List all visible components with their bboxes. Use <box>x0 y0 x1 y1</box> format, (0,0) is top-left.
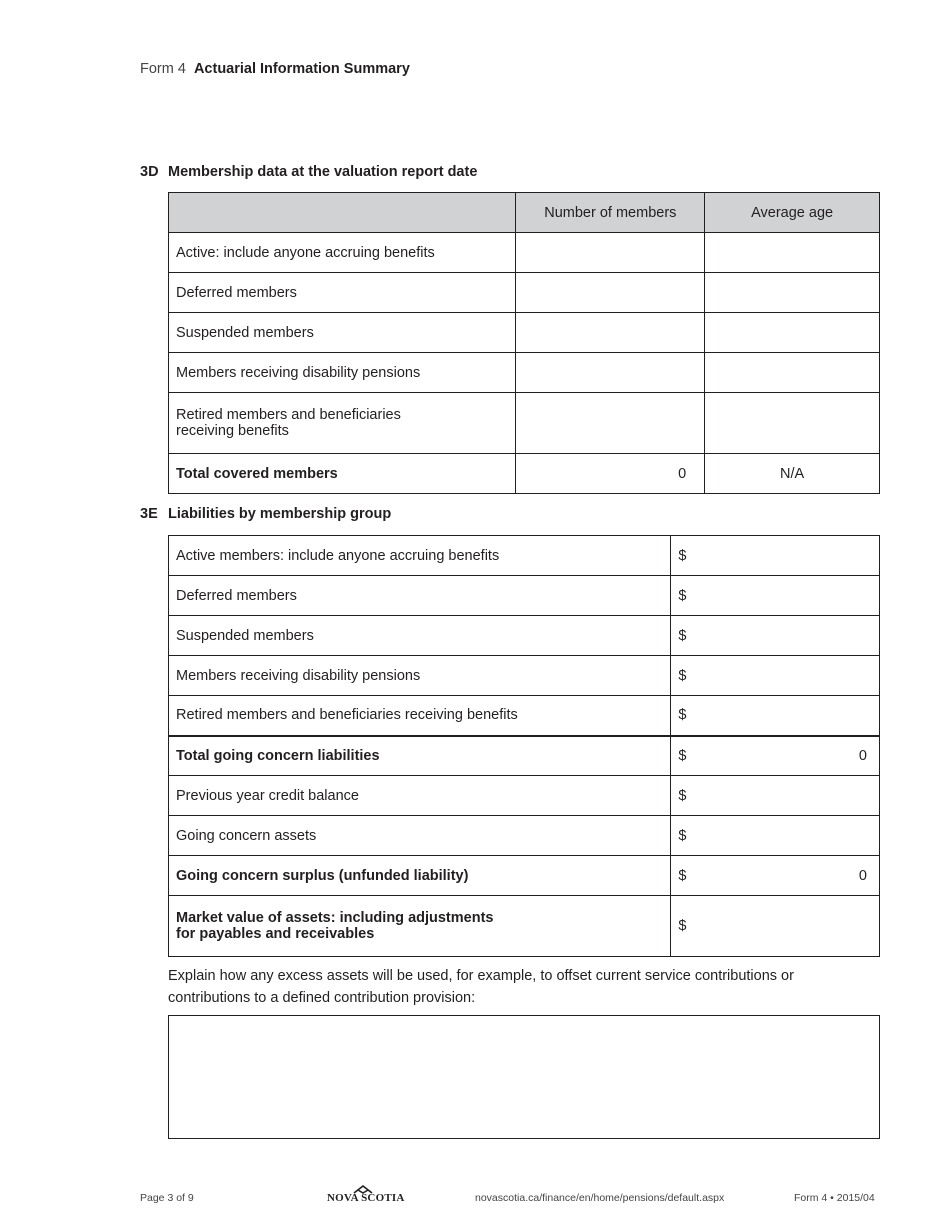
row-label: Active: include anyone accruing benefits <box>169 233 516 273</box>
deferred-liability-field[interactable] <box>671 576 880 616</box>
section-3e-number: 3E <box>140 506 158 522</box>
market-value-field[interactable] <box>671 896 880 957</box>
nova-scotia-logo <box>325 1184 407 1206</box>
row-label: Previous year credit balance <box>169 776 671 816</box>
row-label <box>169 896 671 957</box>
row-label <box>169 393 516 454</box>
going-concern-assets-field[interactable] <box>671 816 880 856</box>
table-row <box>169 776 880 816</box>
footer-url: novascotia.ca/finance/en/home/pensions/default.aspx <box>475 1192 725 1204</box>
suspended-members-age-field[interactable] <box>705 313 880 353</box>
market-value-row <box>169 896 880 957</box>
table-row <box>169 353 880 393</box>
excess-assets-prompt: Explain how any excess assets will be used, for example, to offset current service contributions or contributions to a defined contribution provision: <box>168 968 794 1006</box>
retired-members-age-field[interactable] <box>705 393 880 454</box>
table-row <box>169 576 880 616</box>
table-row <box>169 313 880 353</box>
table-row <box>169 656 880 696</box>
retired-members-count-field[interactable] <box>516 393 705 454</box>
active-members-age-field[interactable] <box>705 233 880 273</box>
column-header-label <box>169 193 516 233</box>
amount-value: 0 <box>858 867 867 884</box>
row-label: Members receiving disability pensions <box>169 656 671 696</box>
row-label: Going concern surplus (unfunded liability) <box>169 856 671 896</box>
section-3d-heading <box>140 164 477 180</box>
row-label: Active members: include anyone accruing benefits <box>169 536 671 576</box>
form-reference: Form 4 • 2015/04 <box>794 1192 875 1204</box>
column-header-age: Average age <box>705 193 880 233</box>
table-header-row <box>169 193 880 233</box>
total-row <box>169 454 880 494</box>
page-number: Page 3 of 9 <box>140 1192 194 1204</box>
row-label: Suspended members <box>169 616 671 656</box>
disability-members-count-field[interactable] <box>516 353 705 393</box>
active-members-count-field[interactable] <box>516 233 705 273</box>
section-3d-number: 3D <box>140 164 159 180</box>
section-3e-heading <box>140 506 391 522</box>
suspended-liability-field[interactable] <box>671 616 880 656</box>
table-row <box>169 233 880 273</box>
surplus-value <box>671 856 880 896</box>
total-members-count: 0 <box>516 454 705 494</box>
currency-symbol: $ <box>678 667 687 684</box>
form-title: Actuarial Information Summary <box>193 61 410 77</box>
table-row <box>169 816 880 856</box>
row-label: Deferred members <box>169 273 516 313</box>
table-row <box>169 616 880 656</box>
currency-symbol: $ <box>678 587 687 604</box>
disability-members-age-field[interactable] <box>705 353 880 393</box>
row-label-line-2: receiving benefits <box>176 423 289 439</box>
currency-symbol: $ <box>678 627 687 644</box>
table-row <box>169 273 880 313</box>
currency-symbol: $ <box>678 547 687 564</box>
total-liabilities-row <box>169 736 880 776</box>
disability-liability-field[interactable] <box>671 656 880 696</box>
column-header-members: Number of members <box>516 193 705 233</box>
credit-balance-field[interactable] <box>671 776 880 816</box>
row-label: Going concern assets <box>169 816 671 856</box>
row-label: Retired members and beneficiaries receiving benefits <box>169 696 671 736</box>
amount-value: 0 <box>858 747 867 764</box>
row-label-line-2: for payables and receivables <box>176 926 375 942</box>
total-members-age: N/A <box>705 454 880 494</box>
total-liabilities-value <box>671 736 880 776</box>
currency-symbol: $ <box>678 867 687 884</box>
total-label: Total covered members <box>169 454 516 494</box>
row-label-line-1: Retired members and beneficiaries <box>176 407 401 423</box>
form-number: Form 4 <box>140 61 186 77</box>
section-3e-title: Liabilities by membership group <box>168 506 392 522</box>
table-row <box>169 696 880 736</box>
row-label: Deferred members <box>169 576 671 616</box>
row-label: Suspended members <box>169 313 516 353</box>
currency-symbol: $ <box>678 918 687 934</box>
row-label: Members receiving disability pensions <box>169 353 516 393</box>
membership-data-table <box>168 192 880 494</box>
currency-symbol: $ <box>678 787 687 804</box>
suspended-members-count-field[interactable] <box>516 313 705 353</box>
surplus-row <box>169 856 880 896</box>
currency-symbol: $ <box>678 827 687 844</box>
table-row <box>169 536 880 576</box>
row-label: Total going concern liabilities <box>169 736 671 776</box>
row-label-line-1: Market value of assets: including adjustments <box>176 910 494 926</box>
form-header <box>140 61 410 77</box>
currency-symbol: $ <box>678 747 687 764</box>
deferred-members-age-field[interactable] <box>705 273 880 313</box>
currency-symbol: $ <box>678 707 687 724</box>
liabilities-table <box>168 535 880 957</box>
excess-assets-textarea[interactable] <box>168 1015 880 1139</box>
active-liability-field[interactable] <box>671 536 880 576</box>
logo-text: NOVA SCOTIA <box>327 1192 405 1204</box>
table-row <box>169 393 880 454</box>
deferred-members-count-field[interactable] <box>516 273 705 313</box>
section-3d-title: Membership data at the valuation report date <box>168 164 478 180</box>
retired-liability-field[interactable] <box>671 696 880 736</box>
